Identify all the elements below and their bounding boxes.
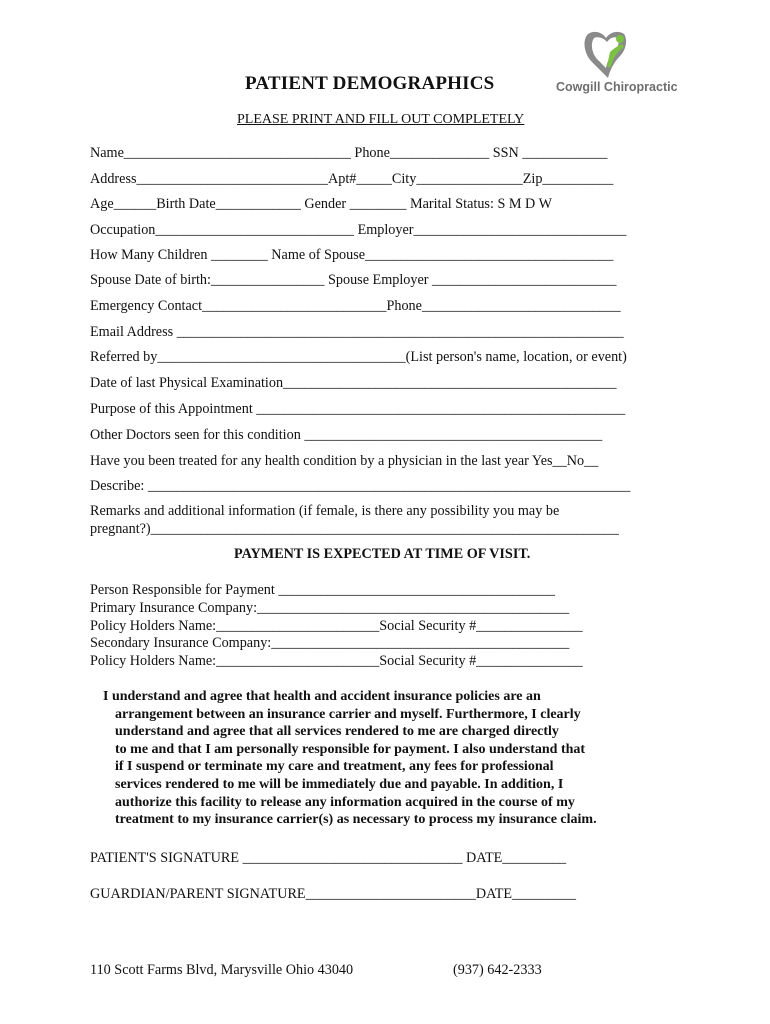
agreement-line: arrangement between an insurance carrier and myself. Furthermore, I clearly [115,706,581,722]
agreement-line: to me and that I am personally responsible for payment. I also understand that [115,741,586,757]
remarks-label: Remarks and additional information (if female, is there any possibility you may be [90,503,560,519]
agreement-paragraph [103,688,663,829]
occupation-field[interactable]: Occupation____________________________ Employer______________________________ [90,222,627,238]
secondary-holder-field[interactable]: Policy Holders Name:_______________________Social Security #_______________ [90,653,583,669]
agreement-line: if I suspend or terminate my care and treatment, any fees for professional [115,759,554,775]
guardian-signature-field[interactable]: GUARDIAN/PARENT SIGNATURE________________________DATE_________ [90,886,576,902]
other-doctors-field[interactable]: Other Doctors seen for this condition __________________________________________ [90,427,603,443]
primary-holder-field[interactable]: Policy Holders Name:_______________________Social Security #_______________ [90,618,583,634]
treated-yes-no-field[interactable]: Have you been treated for any health condition by a physician in the last year Yes__No__ [90,453,599,469]
footer-phone: (937) 642-2333 [453,962,542,978]
cowgill-logo-icon [580,28,640,80]
pregnant-field[interactable]: pregnant?)__________________________________________________________________ [90,521,619,537]
page-title: PATIENT DEMOGRAPHICS [245,73,495,94]
name-phone-ssn-field[interactable]: Name________________________________ Phone______________ SSN ____________ [90,145,608,161]
payment-notice: PAYMENT IS EXPECTED AT TIME OF VISIT. [234,546,531,562]
describe-field[interactable]: Describe: ____________________________________________________________________ [90,478,631,494]
agreement-line: authorize this facility to release any information acquired in the course of my [115,794,575,810]
address-field[interactable]: Address___________________________Apt#_____City_______________Zip__________ [90,171,614,187]
agreement-line: treatment to my insurance carrier(s) as necessary to process my insurance claim. [115,812,597,828]
emergency-contact-field[interactable]: Emergency Contact__________________________Phone____________________________ [90,298,621,314]
spouse-details-field[interactable]: Spouse Date of birth:________________ Spouse Employer __________________________ [90,272,617,288]
responsible-party-field[interactable]: Person Responsible for Payment _______________________________________ [90,582,556,598]
primary-insurance-field[interactable]: Primary Insurance Company:____________________________________________ [90,600,570,616]
instructions-subtitle: PLEASE PRINT AND FILL OUT COMPLETELY [237,112,525,127]
purpose-field[interactable]: Purpose of this Appointment ____________________________________________________ [90,401,626,417]
agreement-line: I understand and agree that health and accident insurance policies are an [103,689,541,704]
email-field[interactable]: Email Address _______________________________________________________________ [90,324,624,340]
children-spouse-field[interactable]: How Many Children ________ Name of Spouse___________________________________ [90,247,614,263]
last-exam-field[interactable]: Date of last Physical Examination_______________________________________________ [90,375,617,391]
logo-text: Cowgill Chiropractic [556,80,678,94]
footer-address: 110 Scott Farms Blvd, Marysville Ohio 43040 [90,962,354,978]
agreement-line: understand and agree that all services rendered to me are charged directly [115,724,559,740]
referred-by-field[interactable]: Referred by___________________________________(List person's name, location, or event) [90,349,627,365]
agreement-line: services rendered to me will be immediately due and payable. In addition, I [115,776,564,792]
secondary-insurance-field[interactable]: Secondary Insurance Company:__________________________________________ [90,635,570,651]
age-gender-status-field[interactable]: Age______Birth Date____________ Gender ________ Marital Status: S M D W [90,196,552,212]
patient-signature-field[interactable]: PATIENT'S SIGNATURE _______________________________ DATE_________ [90,850,567,866]
